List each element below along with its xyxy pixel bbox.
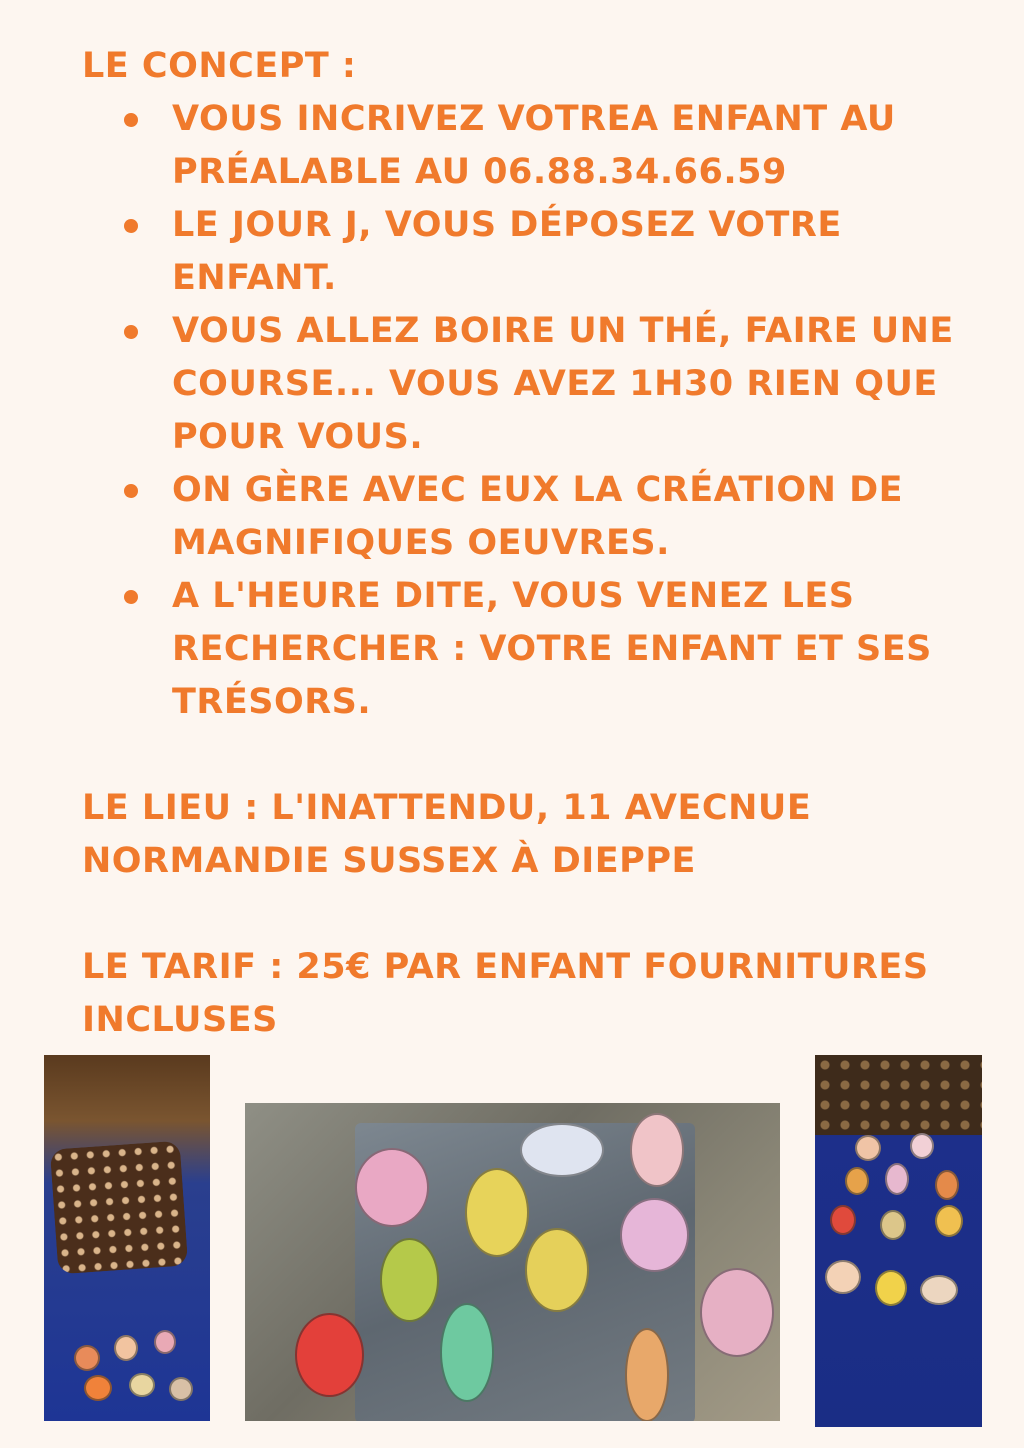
charm-shape xyxy=(154,1330,176,1354)
concept-item-3: VOUS ALLEZ BOIRE UN THÉ, FAIRE UNE COURSE... VOUS AVEZ 1H30 RIEN QUE POUR VOUS. xyxy=(82,305,962,464)
charm-shape xyxy=(830,1205,856,1235)
charm-shape xyxy=(465,1168,529,1257)
charm-shape xyxy=(855,1135,881,1161)
photo-cushion-chair xyxy=(44,1055,210,1421)
charm-shape xyxy=(880,1210,906,1240)
charm-shape xyxy=(910,1133,934,1159)
charm-shape xyxy=(129,1373,155,1397)
charm-shape xyxy=(355,1148,429,1227)
charm-shape xyxy=(885,1163,909,1195)
concept-item-4: ON GÈRE AVEC EUX LA CRÉATION DE MAGNIFIQUES OEUVRES. xyxy=(82,464,962,570)
charm-shape xyxy=(520,1123,604,1177)
charm-shape xyxy=(74,1345,100,1371)
flyer-text xyxy=(82,40,962,1047)
photo-charms-blue-cushion xyxy=(815,1055,982,1427)
charm-shape xyxy=(700,1268,774,1357)
concept-heading: LE CONCEPT : xyxy=(82,46,357,86)
charm-shape xyxy=(920,1275,958,1305)
charm-shape xyxy=(525,1228,589,1312)
charm-shape xyxy=(620,1198,689,1272)
cushion-pattern xyxy=(815,1055,982,1135)
charm-shape xyxy=(875,1270,907,1306)
spacer xyxy=(82,729,962,782)
charm-shape xyxy=(169,1377,193,1401)
concept-item-5: A L'HEURE DITE, VOUS VENEZ LES RECHERCHER : VOTRE ENFANT ET SES TRÉSORS. xyxy=(82,570,962,729)
charm-shape xyxy=(440,1303,494,1402)
cushion-shape xyxy=(50,1141,188,1275)
charm-shape xyxy=(114,1335,138,1361)
concept-item-1: VOUS INCRIVEZ VOTREA ENFANT AU PRÉALABLE AU 06.88.34.66.59 xyxy=(82,93,962,199)
concept-list xyxy=(82,93,962,729)
charm-shape xyxy=(84,1375,112,1401)
concept-item-2: LE JOUR J, VOUS DÉPOSEZ VOTRE ENFANT. xyxy=(82,199,962,305)
charm-shape xyxy=(935,1205,963,1237)
charm-shape xyxy=(935,1170,959,1200)
charm-shape xyxy=(295,1313,364,1397)
lieu-text: LE LIEU : L'INATTENDU, 11 AVECNUE NORMANDIE SUSSEX À DIEPPE xyxy=(82,788,812,881)
photo-charms-table xyxy=(245,1103,780,1421)
charm-shape xyxy=(825,1260,861,1294)
charm-shape xyxy=(630,1113,684,1187)
charm-shape xyxy=(845,1167,869,1195)
spacer xyxy=(82,888,962,941)
charm-shape xyxy=(380,1238,439,1322)
charm-shape xyxy=(625,1328,669,1421)
tarif-text: LE TARIF : 25€ PAR ENFANT FOURNITURES INCLUSES xyxy=(82,947,929,1040)
